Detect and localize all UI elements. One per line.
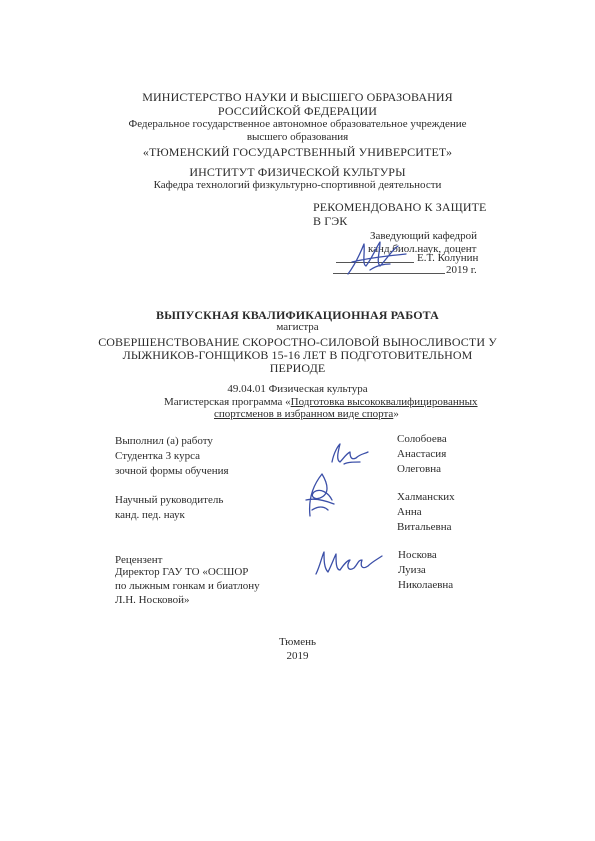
institution-line2: высшего образования — [246, 131, 349, 143]
university-name: «ТЮМЕНСКИЙ ГОСУДАРСТВЕННЫЙ УНИВЕРСИТЕТ» — [142, 145, 453, 159]
ministry-line2: РОССИЙСКОЙ ФЕДЕРАЦИИ — [217, 104, 378, 118]
reviewer-label-line3: по лыжным гонкам и биатлону — [115, 580, 260, 592]
topic-line3: ПЕРИОДЕ — [269, 361, 326, 375]
department-name: Кафедра технологий физкультурно-спортивной деятельности — [153, 179, 442, 191]
supervisor-surname: Халманских — [397, 491, 455, 503]
footer-year: 2019 — [286, 650, 309, 662]
supervisor-label-line2: канд. пед. наук — [115, 509, 185, 521]
approval-line2: В ГЭК — [313, 214, 348, 228]
author-label-line3: зочной формы обучения — [115, 465, 229, 477]
program-name-line1: Подготовка высококвалифицированных — [290, 396, 478, 408]
program-name-line2: спортсменов в избранном виде спорта — [214, 408, 394, 420]
supervisor-first-name: Анна — [397, 506, 422, 518]
reviewer-signature-icon — [312, 546, 386, 580]
author-label-line2: Студентка 3 курса — [115, 450, 200, 462]
institute-name: ИНСТИТУТ ФИЗИЧЕСКОЙ КУЛЬТУРЫ — [189, 165, 406, 179]
author-surname: Солобоева — [397, 433, 447, 445]
approval-year: 2019 г. — [446, 264, 477, 276]
reviewer-first-name: Луиза — [398, 564, 426, 576]
work-type: ВЫПУСКНАЯ КВАЛИФИКАЦИОННАЯ РАБОТА — [156, 308, 439, 322]
footer-city: Тюмень — [279, 636, 316, 648]
author-patronymic: Олеговна — [397, 463, 442, 475]
supervisor-signature-icon — [300, 470, 340, 522]
reviewer-label-line2: Директор ГАУ ТО «ОСШОР — [115, 566, 249, 578]
supervisor-patronymic: Витальевна — [397, 521, 452, 533]
program-code: 49.04.01 Физическая культура — [227, 383, 368, 395]
institution-line1: Федеральное государственное автономное образовательное учреждение — [128, 118, 467, 130]
approval-degree: канд.биол.наук, доцент — [368, 243, 477, 255]
approval-role: Заведующий кафедрой — [370, 230, 477, 242]
author-signature-icon — [326, 440, 372, 470]
program-suffix: » — [393, 408, 399, 420]
topic-line1: СОВЕРШЕНСТВОВАНИЕ СКОРОСТНО-СИЛОВОЙ ВЫНОСЛИВОСТИ У — [98, 335, 497, 349]
program-line2 — [214, 408, 399, 421]
program-prefix: Магистерская программа « — [164, 396, 291, 408]
approval-line1: РЕКОМЕНДОВАНО К ЗАЩИТЕ — [313, 200, 487, 214]
reviewer-label-line1: Рецензент — [115, 554, 163, 566]
head-signature-icon — [340, 236, 410, 278]
author-label-line1: Выполнил (а) работу — [115, 435, 213, 447]
reviewer-surname: Носкова — [398, 549, 437, 561]
author-first-name: Анастасия — [397, 448, 447, 460]
reviewer-label-line4: Л.Н. Носковой» — [115, 594, 190, 606]
topic-line2: ЛЫЖНИКОВ-ГОНЩИКОВ 15-16 ЛЕТ В ПОДГОТОВИТЕЛЬНОМ — [122, 348, 473, 362]
ministry-line1: МИНИСТЕРСТВО НАУКИ И ВЫСШЕГО ОБРАЗОВАНИЯ — [142, 90, 453, 104]
degree-level: магистра — [276, 321, 319, 333]
supervisor-label-line1: Научный руководитель — [115, 494, 224, 506]
approval-name: Е.Т. Колунин — [417, 252, 479, 264]
reviewer-patronymic: Николаевна — [398, 579, 454, 591]
